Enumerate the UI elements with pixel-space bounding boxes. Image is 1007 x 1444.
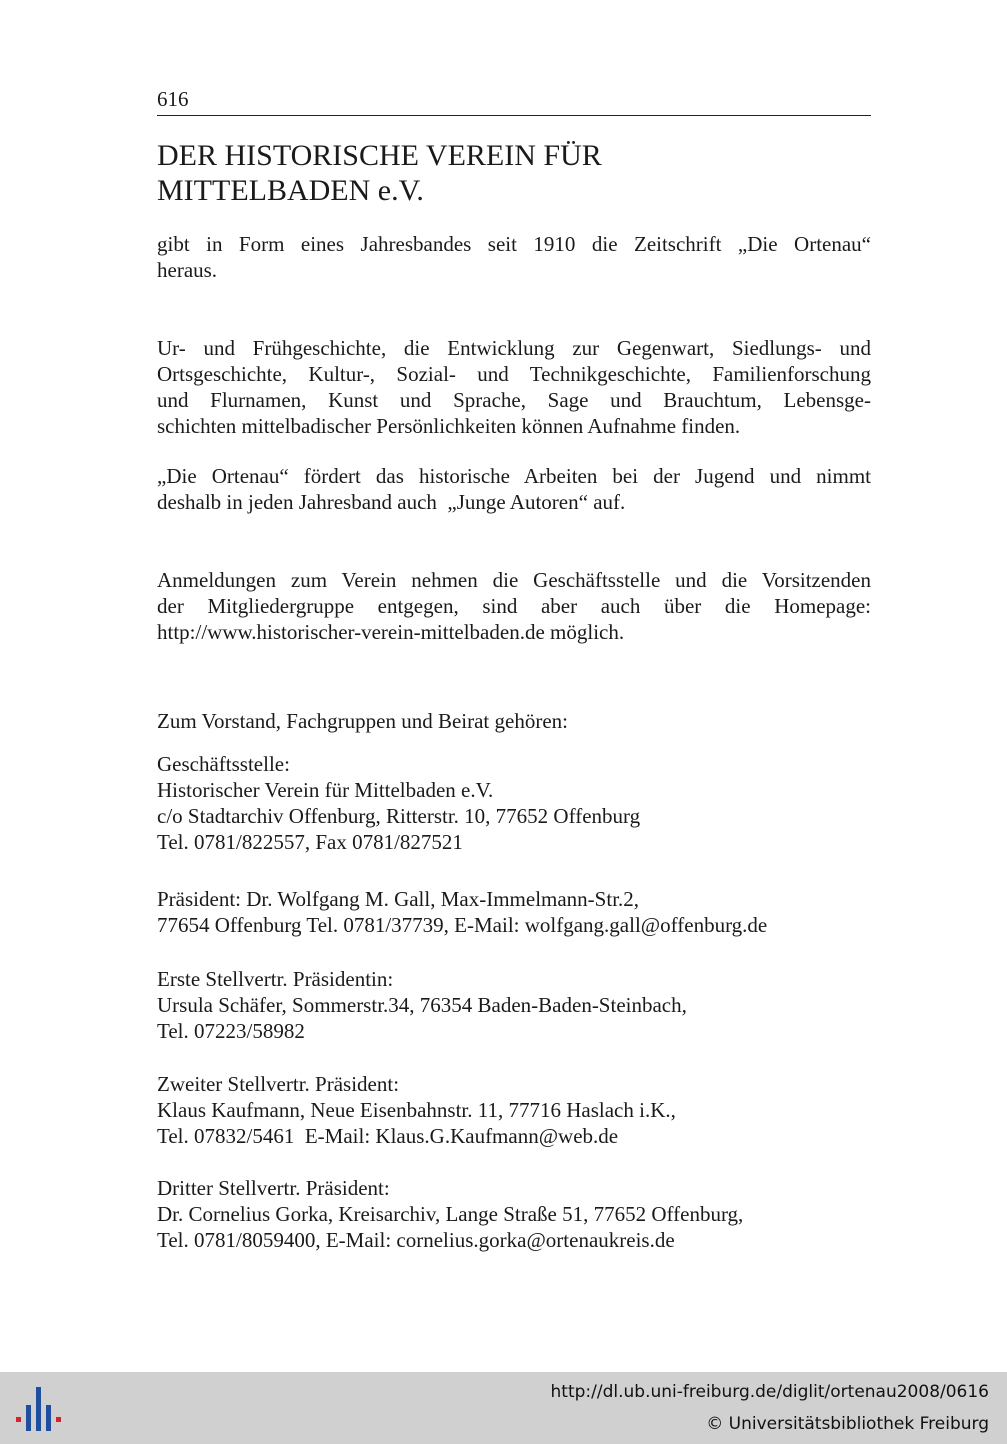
board-intro-text: Zum Vorstand, Fachgruppen und Beirat gehören:: [157, 709, 568, 733]
president-block: [157, 886, 871, 938]
registration-line-3: http://www.historischer-verein-mittelbaden.de möglich.: [157, 620, 625, 644]
topics-line-2: Ortsgeschichte, Kultur-, Sozial- und Technikgeschichte, Familienforschung: [157, 362, 871, 386]
first-vice-block: [157, 966, 871, 1044]
copyright-notice: © Universitätsbibliothek Freiburg: [706, 1414, 989, 1434]
third-vice-block: [157, 1175, 871, 1253]
permalink-url[interactable]: http://dl.ub.uni-freiburg.de/diglit/ortenau2008/0616: [550, 1382, 989, 1402]
topics-line-1: Ur- und Frühgeschichte, die Entwicklung zur Gegenwart, Siedlungs- und: [157, 336, 871, 360]
youth-line-2: deshalb in jeden Jahresband auch „Junge Autoren“ auf.: [157, 490, 626, 514]
president-line-2: 77654 Offenburg Tel. 0781/37739, E-Mail: wolfgang.gall@offenburg.de: [157, 913, 768, 937]
intro-line-1: gibt in Form eines Jahresbandes seit 1910 die Zeitschrift „Die Ortenau“: [157, 232, 871, 256]
title-line-1: DER HISTORISCHE VEREIN FÜR: [157, 139, 602, 172]
first-vice-line-1: Ursula Schäfer, Sommerstr.34, 76354 Baden-Baden-Steinbach,: [157, 993, 687, 1017]
president-line-1: Präsident: Dr. Wolfgang M. Gall, Max-Immelmann-Str.2,: [157, 887, 640, 911]
title-line-2: MITTELBADEN e.V.: [157, 174, 424, 207]
page-number: 616: [157, 87, 189, 111]
ub-freiburg-logo-icon: [12, 1384, 64, 1436]
topics-line-4: schichten mittelbadischer Persönlichkeiten können Aufnahme finden.: [157, 414, 741, 438]
office-line-2: c/o Stadtarchiv Offenburg, Ritterstr. 10, 77652 Offenburg: [157, 804, 641, 828]
youth-line-1: „Die Ortenau“ fördert das historische Arbeiten bei der Jugend und nimmt: [157, 464, 871, 488]
second-vice-heading: Zweiter Stellvertr. Präsident:: [157, 1072, 400, 1096]
logo-blue-bar-left: [26, 1405, 31, 1431]
first-vice-heading: Erste Stellvertr. Präsidentin:: [157, 967, 394, 991]
board-intro: [157, 708, 871, 734]
third-vice-line-2: Tel. 0781/8059400, E-Mail: cornelius.gorka@ortenaukreis.de: [157, 1228, 675, 1252]
second-vice-line-1: Klaus Kaufmann, Neue Eisenbahnstr. 11, 77716 Haslach i.K.,: [157, 1098, 676, 1122]
office-heading: Geschäftsstelle:: [157, 752, 290, 776]
library-footer-bar: [0, 1372, 1007, 1444]
logo-blue-bar-right: [46, 1405, 51, 1431]
second-vice-line-2: Tel. 07832/5461 E-Mail: Klaus.G.Kaufmann@web.de: [157, 1124, 619, 1148]
registration-line-2: der Mitgliedergruppe entgegen, sind aber auch über die Homepage:: [157, 594, 871, 618]
registration-line-1: Anmeldungen zum Verein nehmen die Geschäftsstelle und die Vorsitzenden: [157, 568, 871, 592]
logo-red-dot-right: [56, 1417, 61, 1422]
page-title: [157, 138, 871, 208]
office-line-1: Historischer Verein für Mittelbaden e.V.: [157, 778, 494, 802]
second-vice-block: [157, 1071, 871, 1149]
first-vice-line-2: Tel. 07223/58982: [157, 1019, 305, 1043]
youth-paragraph: [157, 463, 871, 515]
topics-paragraph: [157, 335, 871, 439]
office-line-3: Tel. 0781/822557, Fax 0781/827521: [157, 830, 463, 854]
third-vice-line-1: Dr. Cornelius Gorka, Kreisarchiv, Lange Straße 51, 77652 Offenburg,: [157, 1202, 744, 1226]
registration-paragraph: [157, 567, 871, 645]
intro-line-2: heraus.: [157, 258, 218, 282]
logo-blue-bar-center: [36, 1387, 41, 1431]
office-block: [157, 751, 871, 855]
topics-line-3: und Flurnamen, Kunst und Sprache, Sage und Brauchtum, Lebensge-: [157, 388, 871, 412]
logo-red-dot-left: [16, 1417, 21, 1422]
header-rule: [157, 115, 871, 116]
intro-paragraph: [157, 231, 871, 283]
third-vice-heading: Dritter Stellvertr. Präsident:: [157, 1176, 390, 1200]
